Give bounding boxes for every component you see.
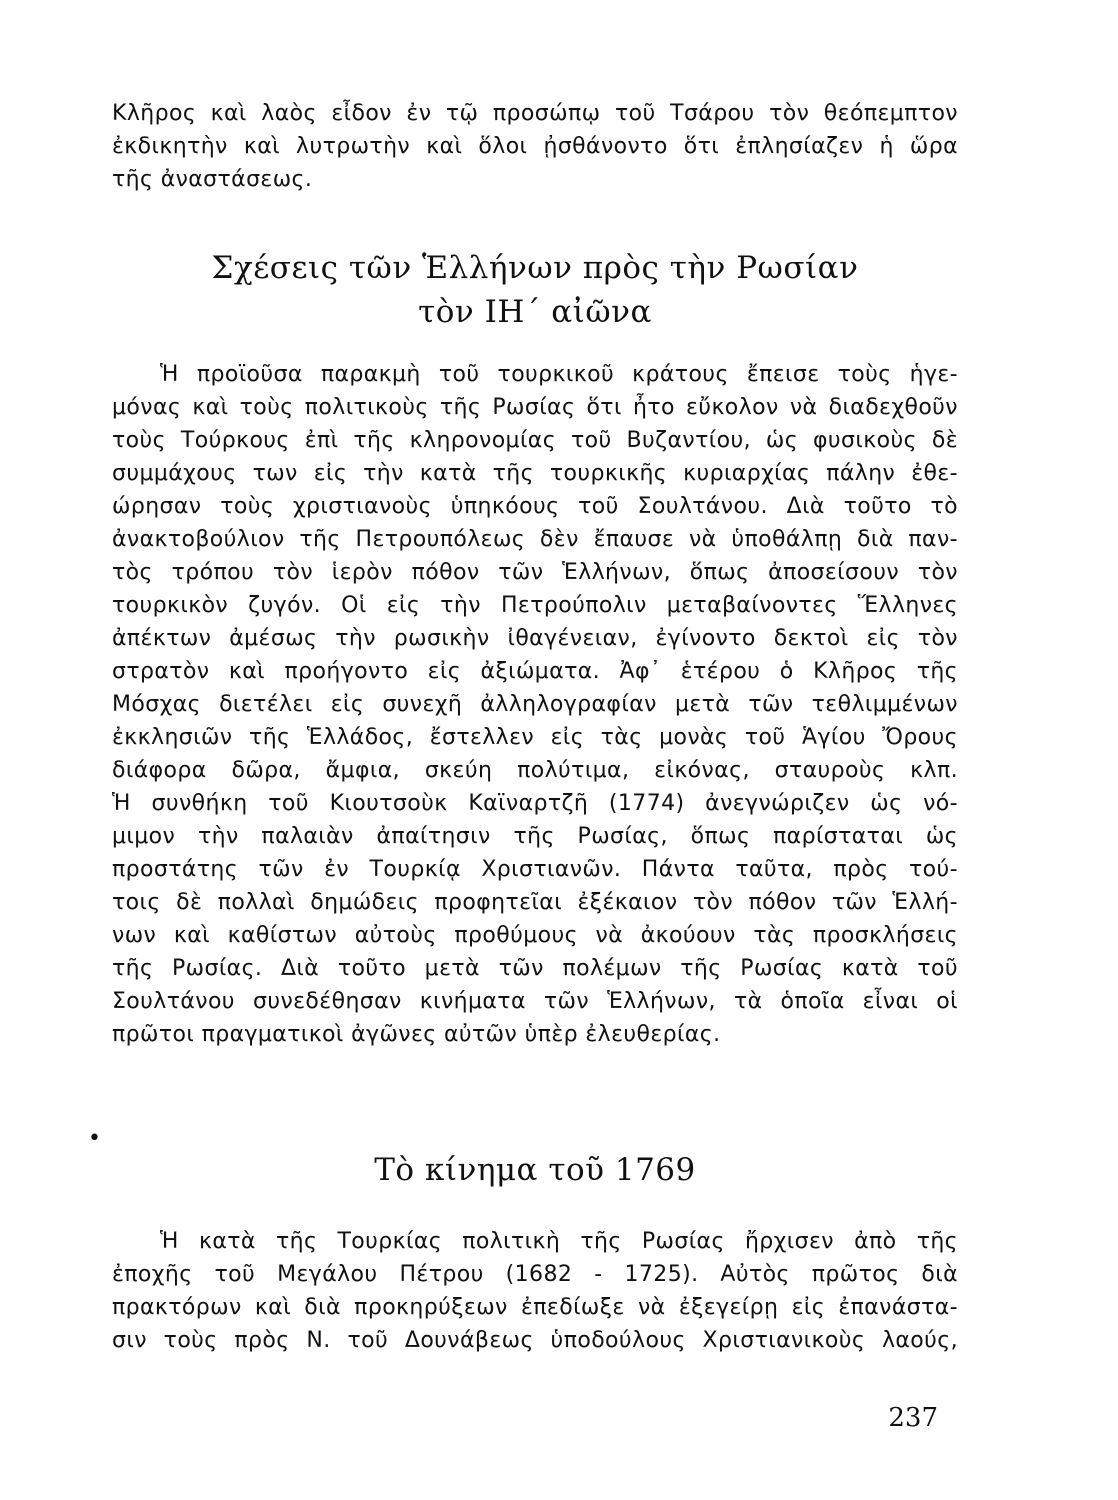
text-line: ἐκδικητὴν καὶ λυτρωτὴν καὶ ὅλοι ᾐσθάνοντο ὅτι ἐπλησίαζεν ἡ ὥρα — [112, 134, 958, 159]
text-line: Κλῆρος καὶ λαὸς εἶδον ἐν τῷ προσώπῳ τοῦ Τσάρου τὸν θεόπεμπτον — [112, 101, 958, 126]
text-line: Ἡ κατὰ τῆς Τουρκίας πολιτικὴ τῆς Ρωσίας ἤρχισεν ἀπὸ τῆς — [160, 1229, 958, 1254]
text-line: νων καὶ καθίστων αὐτοὺς προθύμους νὰ ἀκούουν τὰς προσκλήσεις — [112, 923, 958, 948]
text-line: τῆς ἀναστάσεως. — [112, 167, 313, 192]
text-line: τοις δὲ πολλαὶ δημώδεις προφητεῖαι ἐξέκαιον τὸν πόθον τῶν Ἑλλή- — [112, 890, 958, 915]
section-heading-line-1: Σχέσεις τῶν Ἑλλήνων πρὸς τὴν Ρωσίαν — [211, 250, 859, 286]
section-1-paragraph — [112, 358, 958, 1051]
text-line: πρῶτοι πραγματικοὶ ἀγῶνες αὐτῶν ὑπὲρ ἐλευθερίας. — [112, 1022, 721, 1047]
bullet-mark: • — [88, 1126, 101, 1151]
text-line: ἐκκλησιῶν τῆς Ἑλλάδος, ἔστελλεν εἰς τὰς μονὰς τοῦ Ἁγίου Ὄρους — [112, 725, 958, 750]
text-line: Μόσχας διετέλει εἰς συνεχῆ ἀλληλογραφίαν μετὰ τῶν τεθλιμμένων — [112, 692, 958, 717]
text-line: πρακτόρων καὶ διὰ προκηρύξεων ἐπεδίωξε νὰ ἐξεγείρῃ εἰς ἐπανάστα- — [112, 1295, 958, 1320]
text-line: τουρκικὸν ζυγόν. Οἱ εἰς τὴν Πετρούπολιν μεταβαίνοντες Ἕλληνες — [112, 593, 958, 618]
text-line: στρατὸν καὶ προήγοντο εἰς ἀξιώματα. Ἀφ᾽ ἑτέρου ὁ Κλῆρος τῆς — [112, 659, 958, 684]
text-line: τὸς τρόπου τὸν ἱερὸν πόθον τῶν Ἑλλήνων, ὅπως ἀποσείσουν τὸν — [112, 560, 958, 585]
text-line: τῆς Ρωσίας. Διὰ τοῦτο μετὰ τῶν πολέμων τῆς Ρωσίας κατὰ τοῦ — [112, 956, 958, 981]
text-line: Ἡ προϊοῦσα παρακμὴ τοῦ τουρκικοῦ κράτους ἔπεισε τοὺς ἡγε- — [160, 362, 958, 387]
text-line: Σουλτάνου συνεδέθησαν κινήματα τῶν Ἑλλήνων, τὰ ὁποῖα εἶναι οἱ — [112, 989, 958, 1014]
text-line: Ἡ συνθήκη τοῦ Κιουτσοὺκ Καϊναρτζῆ (1774) ἀνεγνώριζεν ὡς νό- — [112, 791, 958, 816]
section-2-paragraph — [112, 1225, 958, 1357]
text-line: σιν τοὺς πρὸς Ν. τοῦ Δουνάβεως ὑποδούλους Χριστιανικοὺς λαούς, — [112, 1328, 958, 1353]
text-line: ἀπέκτων ἀμέσως τὴν ρωσικὴν ἰθαγένειαν, ἐγίνοντο δεκτοὶ εἰς τὸν — [112, 626, 958, 651]
section-heading-kinima: Τὸ κίνημα τοῦ 1769 — [374, 1152, 696, 1188]
text-line: ἀνακτοβούλιον τῆς Πετρουπόλεως δὲν ἔπαυσε νὰ ὑποθάλπῃ διὰ παν- — [112, 527, 958, 552]
text-line: μόνας καὶ τοὺς πολιτικοὺς τῆς Ρωσίας ὅτι ἦτο εὔκολον νὰ διαδεχθοῦν — [112, 395, 958, 420]
text-line: τοὺς Τούρκους ἐπὶ τῆς κληρονομίας τοῦ Βυζαντίου, ὡς φυσικοὺς δὲ — [112, 428, 958, 453]
text-line: προστάτης τῶν ἐν Τουρκίᾳ Χριστιανῶν. Πάντα ταῦτα, πρὸς τού- — [112, 857, 958, 882]
intro-paragraph — [112, 97, 958, 196]
text-line: συμμάχους των εἰς τὴν κατὰ τῆς τουρκικῆς κυριαρχίας πάλην ἐθε- — [112, 461, 958, 486]
text-line: μιμον τὴν παλαιὰν ἀπαίτησιν τῆς Ρωσίας, ὅπως παρίσταται ὡς — [112, 824, 958, 849]
page-number: 237 — [888, 1403, 938, 1433]
section-heading-line-2: τὸν ΙΗ΄ αἰῶνα — [418, 294, 652, 330]
text-line: ἐποχῆς τοῦ Μεγάλου Πέτρου (1682 - 1725). Αὐτὸς πρῶτος διὰ — [112, 1262, 958, 1287]
text-line: διάφορα δῶρα, ἄμφια, σκεύη πολύτιμα, εἰκόνας, σταυροὺς κλπ. — [112, 758, 958, 783]
text-line: ώρησαν τοὺς χριστιανοὺς ὑπηκόους τοῦ Σουλτάνου. Διὰ τοῦτο τὸ — [112, 494, 958, 519]
